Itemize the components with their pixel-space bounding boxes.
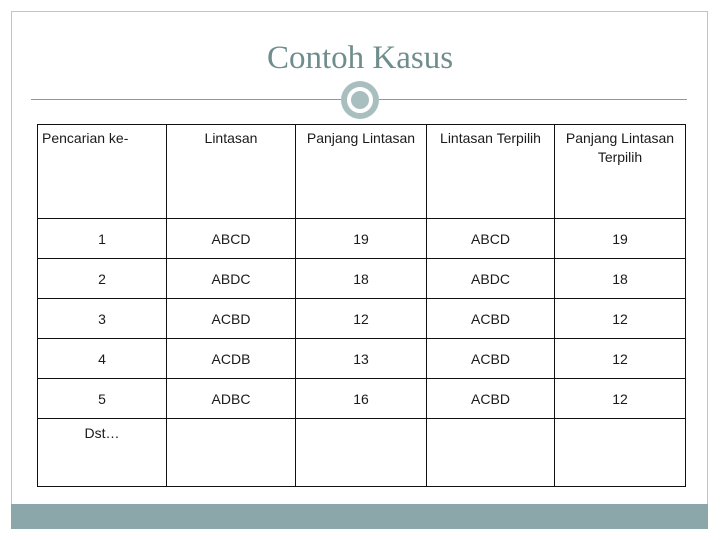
table-row [38,419,686,487]
circle-ornament-icon [341,81,379,119]
cell-pencarian: 4 [38,339,167,379]
cell-panjang [296,419,427,487]
cell-panjang: 16 [296,379,427,419]
cell-panjang: 13 [296,339,427,379]
table-row [38,299,686,339]
cell-panjang-terpilih [555,419,686,487]
cell-pencarian: 2 [38,259,167,299]
header-lintasan-terpilih: Lintasan Terpilih [427,125,555,219]
cell-lintasan-terpilih: ACBD [427,299,555,339]
cell-lintasan-terpilih: ACBD [427,379,555,419]
cell-lintasan: ABDC [167,259,296,299]
table-row [38,219,686,259]
title-rule-right [379,99,687,100]
cell-lintasan: ADBC [167,379,296,419]
circle-ornament-inner [347,87,373,113]
table-row [38,339,686,379]
cell-lintasan-terpilih [427,419,555,487]
cell-panjang-terpilih: 18 [555,259,686,299]
cell-panjang-terpilih: 12 [555,379,686,419]
cell-lintasan: ACDB [167,339,296,379]
search-results-table [37,124,686,487]
cell-pencarian: Dst… [38,419,167,487]
slide-title: Contoh Kasus [266,40,454,76]
cell-lintasan: ACBD [167,299,296,339]
table-row [38,259,686,299]
cell-panjang: 19 [296,219,427,259]
cell-panjang: 18 [296,259,427,299]
footer-bar [11,504,708,529]
cell-pencarian: 1 [38,219,167,259]
table-header-row [38,125,686,219]
cell-lintasan-terpilih: ABCD [427,219,555,259]
cell-pencarian: 3 [38,299,167,339]
header-lintasan: Lintasan [167,125,296,219]
header-panjang-lintasan: Panjang Lintasan [296,125,427,219]
cell-lintasan [167,419,296,487]
table-row [38,379,686,419]
header-panjang-lintasan-terpilih: Panjang Lintasan Terpilih [555,125,686,219]
cell-panjang-terpilih: 12 [555,299,686,339]
header-pencarian-ke: Pencarian ke- [38,125,167,219]
cell-lintasan: ABCD [167,219,296,259]
cell-panjang: 12 [296,299,427,339]
cell-panjang-terpilih: 12 [555,339,686,379]
cell-panjang-terpilih: 19 [555,219,686,259]
cell-pencarian: 5 [38,379,167,419]
cell-lintasan-terpilih: ACBD [427,339,555,379]
cell-lintasan-terpilih: ABDC [427,259,555,299]
title-rule-left [31,99,341,100]
